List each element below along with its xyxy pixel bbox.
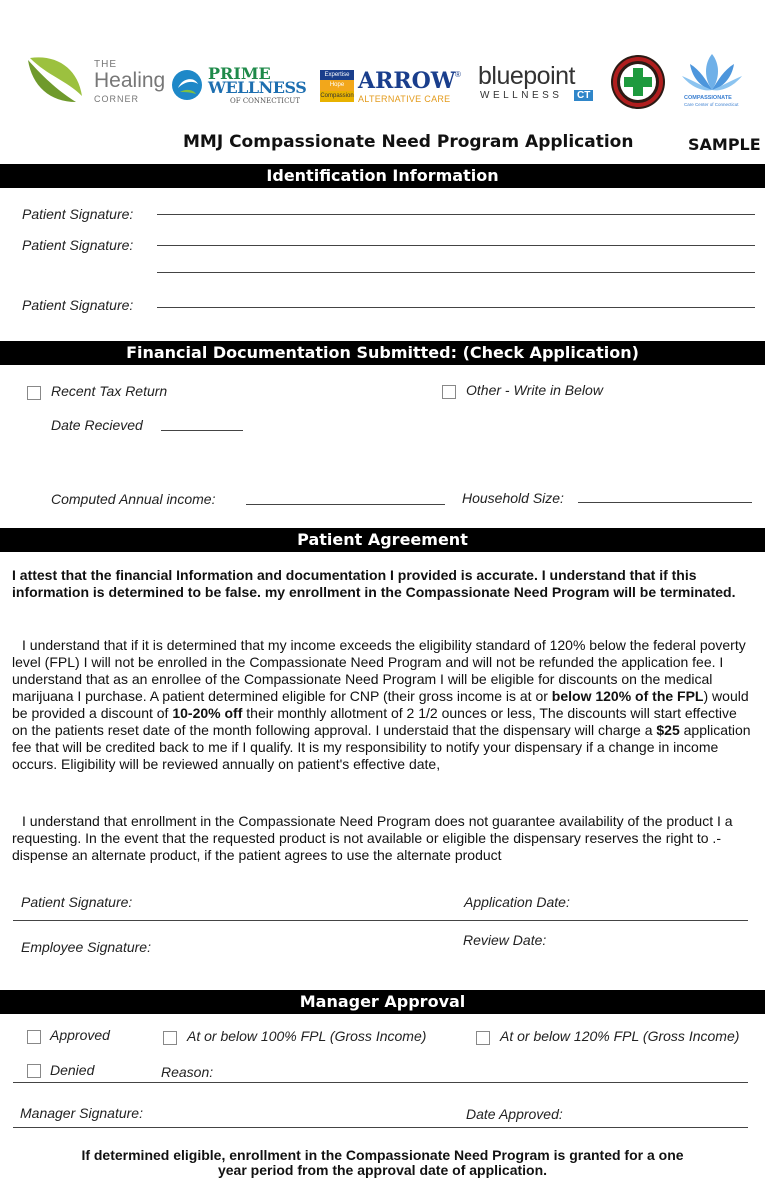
prime-wellness-logo: [170, 64, 310, 106]
application-date-label: Application Date:: [464, 894, 570, 910]
bluepoint-name: bluepoint: [478, 62, 575, 90]
approved-label: Approved: [50, 1027, 110, 1043]
healing-line1: THE: [94, 59, 117, 70]
reason-label: Reason:: [161, 1064, 214, 1080]
healing-line3: CORNER: [94, 94, 140, 104]
agreement-signature-line[interactable]: [13, 920, 748, 921]
sample-label: SAMPLE: [688, 135, 761, 154]
annual-income-line[interactable]: [246, 504, 445, 505]
p1-discount-bold: 10-20% off: [172, 705, 243, 721]
arrow-sub: ALTERNATIVE CARE: [358, 94, 451, 104]
manager-signature-line[interactable]: [13, 1127, 748, 1128]
reason-line[interactable]: [13, 1082, 748, 1083]
date-approved-label: Date Approved:: [466, 1106, 563, 1122]
compassionate-care-logo: [680, 50, 744, 112]
employee-signature-label: Employee Signature:: [21, 939, 151, 955]
bluepoint-ct: CT: [574, 90, 593, 101]
p1-fee-bold: $25: [656, 722, 680, 738]
cross-seal-logo: [610, 54, 666, 110]
form-title: MMJ Compassionate Need Program Application: [183, 132, 634, 152]
tax-return-label: Recent Tax Return: [51, 383, 168, 399]
identification-header: Identification Information: [0, 164, 765, 188]
healing-corner-logo: [26, 50, 166, 110]
prime-line1: PRIME: [208, 64, 271, 83]
tax-return-checkbox[interactable]: [27, 386, 41, 400]
fpl120-label: At or below 120% FPL (Gross Income): [500, 1028, 740, 1044]
household-size-line[interactable]: [578, 502, 752, 503]
date-received-label: Date Recieved: [51, 417, 143, 433]
fpl100-checkbox[interactable]: [163, 1031, 177, 1045]
arrow-badge2: Hope: [320, 80, 354, 91]
patient-signature-label-2: Patient Signature:: [22, 237, 134, 253]
arrow-name: ARROW: [358, 68, 456, 94]
arrow-reg: ®: [455, 70, 461, 79]
p1-text-g: application fee that will be credited back to me if I qualify. It is my responsibility to notify your dispensary if a change in income occurs. Eligibility will be reviewed annually on patient's effective date,: [12, 722, 751, 772]
leaf-icon: [26, 50, 88, 108]
patient-signature-line-3[interactable]: [157, 307, 755, 308]
patient-signature-label-1: Patient Signature:: [22, 206, 134, 222]
approved-checkbox[interactable]: [27, 1030, 41, 1044]
fpl100-label: At or below 100% FPL (Gross Income): [187, 1028, 427, 1044]
healing-line2: Healing: [94, 69, 166, 92]
arrow-badge1: Expertise: [320, 70, 354, 80]
footer-line-1: If determined eligible, enrollment in the Compassionate Need Program is granted for a one: [81, 1147, 684, 1163]
arrow-logo: [320, 70, 465, 106]
patient-signature-line-1[interactable]: [157, 214, 755, 215]
lotus-icon: [680, 50, 744, 94]
compassionate-line2: Care Center of Connecticut: [684, 102, 739, 107]
p1-fpl-bold: below 120% of the FPL: [551, 688, 704, 704]
denied-label: Denied: [50, 1062, 95, 1078]
bluepoint-sub: WELLNESS: [480, 90, 563, 101]
agreement-paragraph-1: [12, 637, 754, 773]
other-checkbox[interactable]: [442, 385, 456, 399]
arrow-badges: [320, 70, 354, 102]
swirl-icon: [170, 68, 204, 102]
p1-text-e: their monthly allotment of 2 1/2 ounces or less, The discounts will start effective on the patients reset date of the month following approval. I understaid that the dispensary will charge a: [12, 705, 737, 738]
p1-text-a: I understand that if it is determined that my income exceeds the eligibility standard of 120% below the federal poverty level (FPL) I will not be enrolled in the Compassionate Need Program and will not be refunded the application fee. I understand that as an enrollee of the Compassionate Need Program I will be eligible for discounts on the medical marijuana I purchase. A patient determined eligible for CNP (their gross income is at or: [12, 637, 746, 704]
arrow-badge3: Compassion: [320, 91, 354, 102]
agreement-paragraph-2: I understand that enrollment in the Compassionate Need Program does not guarantee availability of the product I a requesting. In the event that the requested product is not available or eligible the dispensary reserves the right to .-dispense an alternate product, if the patient agrees to use the alternate product: [12, 813, 733, 863]
date-received-line[interactable]: [161, 430, 243, 431]
manager-signature-label: Manager Signature:: [20, 1105, 143, 1121]
p1-text-c: ) would be provided a discount of: [12, 688, 749, 721]
patient-signature-line-2b[interactable]: [157, 272, 755, 273]
patient-signature-label-3: Patient Signature:: [22, 297, 134, 313]
compassionate-line1: COMPASSIONATE: [684, 95, 732, 101]
annual-income-label: Computed Annual income:: [51, 491, 216, 507]
footer-line-2: year period from the approval date of application.: [217, 1162, 548, 1178]
bluepoint-logo: [478, 62, 598, 106]
agreement-patient-signature-label: Patient Signature:: [21, 894, 133, 910]
green-cross-icon: [610, 54, 666, 110]
patient-signature-line-2[interactable]: [157, 245, 755, 246]
prime-line2: WELLNESS: [208, 78, 307, 97]
prime-line3: OF CONNECTICUT: [230, 97, 300, 105]
denied-checkbox[interactable]: [27, 1064, 41, 1078]
agreement-header: Patient Agreement: [0, 528, 765, 552]
manager-header: Manager Approval: [0, 990, 765, 1014]
financial-header: Financial Documentation Submitted: (Check Application): [0, 341, 765, 365]
review-date-label: Review Date:: [463, 932, 547, 948]
fpl120-checkbox[interactable]: [476, 1031, 490, 1045]
other-label: Other - Write in Below: [466, 382, 603, 398]
attestation-text: I attest that the financial Information and documentation I provided is accurate. I understand that if this information is determined to be false. my enrollment in the Compassionate Need Program will be terminated.: [12, 567, 736, 600]
household-size-label: Household Size:: [462, 490, 564, 506]
